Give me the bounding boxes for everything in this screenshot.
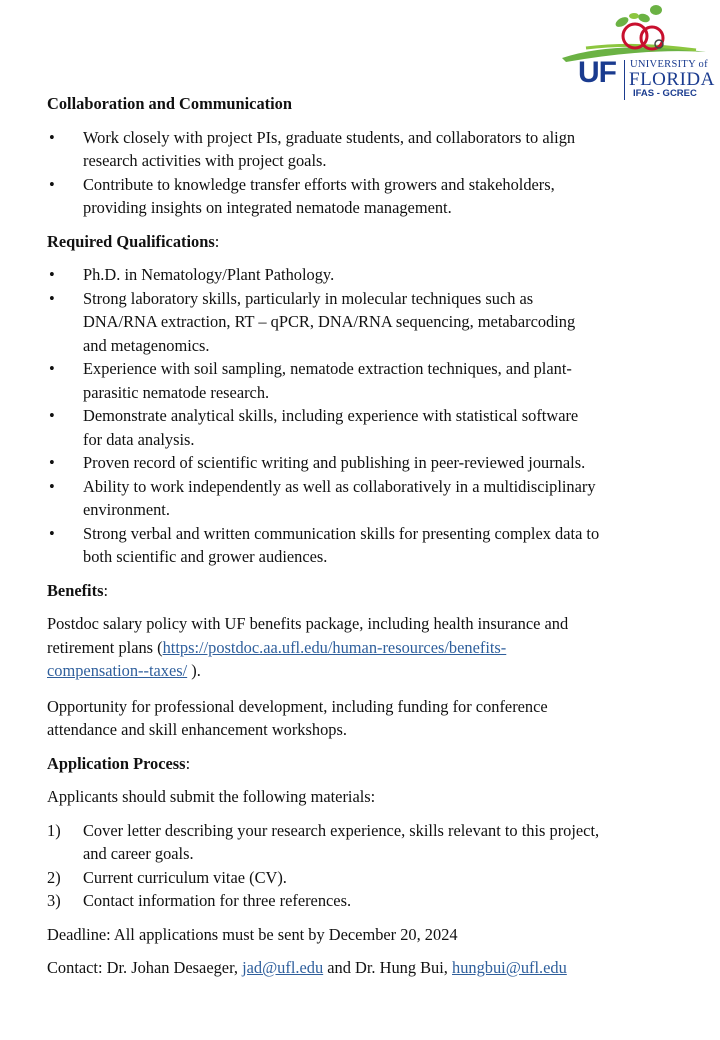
logo-florida-text: FLORIDA bbox=[629, 69, 715, 90]
benefits-paragraph-1 bbox=[47, 612, 687, 683]
bullet-icon: • bbox=[49, 288, 55, 308]
bullet-icon: • bbox=[49, 476, 55, 496]
application-heading: Application Process bbox=[47, 753, 186, 773]
list-item bbox=[47, 263, 687, 287]
bullet-icon: • bbox=[49, 453, 55, 472]
list-item-line: for data analysis. bbox=[83, 429, 195, 449]
qual-list bbox=[47, 263, 687, 569]
list-item-line: Cover letter describing your research experience, skills relevant to this project, bbox=[83, 820, 600, 840]
list-item-line: Ability to work independently as well as collaboratively in a multidisciplinary bbox=[83, 476, 596, 496]
benefits-link-part[interactable]: compensation--taxes/ bbox=[47, 661, 188, 680]
collab-list bbox=[47, 126, 687, 220]
list-item bbox=[47, 287, 687, 358]
bullet-icon: • bbox=[49, 406, 55, 425]
list-item bbox=[47, 126, 687, 173]
document-body bbox=[47, 92, 687, 980]
list-item bbox=[47, 404, 687, 451]
email-link-desaeger[interactable]: jad@ufl.edu bbox=[242, 958, 324, 977]
benefits-heading-line bbox=[47, 579, 687, 603]
list-item-line: Ph.D. in Nematology/Plant Pathology. bbox=[83, 265, 335, 284]
list-item-line: environment. bbox=[83, 500, 170, 519]
list-item bbox=[47, 357, 687, 404]
application-colon: : bbox=[185, 753, 191, 773]
list-item-line: DNA/RNA extraction, RT – qPCR, DNA/RNA sequencing, metabarcoding bbox=[83, 312, 576, 331]
list-item-line: Strong verbal and written communication skills for presenting complex data to bbox=[83, 523, 600, 543]
benefits-line: retirement plans ( bbox=[47, 637, 163, 657]
list-item bbox=[47, 173, 687, 220]
collab-heading: Collaboration and Communication bbox=[47, 94, 292, 113]
list-item-line: Contact information for three references. bbox=[83, 891, 352, 910]
list-item-line: and metagenomics. bbox=[83, 335, 210, 355]
list-item-line: research activities with project goals. bbox=[83, 151, 327, 170]
benefits-link-part[interactable]: https://postdoc.aa.ufl.edu/human-resources/benefits- bbox=[162, 637, 507, 657]
list-item-line: Strong laboratory skills, particularly in molecular techniques such as bbox=[83, 288, 534, 308]
benefits-colon: : bbox=[103, 580, 109, 600]
bullet-icon: • bbox=[49, 174, 55, 194]
list-item-line: and career goals. bbox=[83, 844, 194, 863]
list-item bbox=[47, 451, 687, 475]
list-item-line: parasitic nematode research. bbox=[83, 382, 270, 402]
list-item-line: Current curriculum vitae (CV). bbox=[83, 867, 287, 887]
logo-unit-text: IFAS - GCREC bbox=[633, 88, 697, 99]
list-number: 2) bbox=[47, 867, 61, 887]
deadline-text: Deadline: All applications must be sent by December 20, 2024 bbox=[47, 924, 458, 944]
list-item bbox=[47, 866, 687, 890]
list-item-line: Experience with soil sampling, nematode extraction techniques, and plant- bbox=[83, 359, 572, 378]
benefits-line: attendance and skill enhancement workshops. bbox=[47, 720, 347, 739]
benefits-line-end: ). bbox=[187, 661, 201, 680]
bullet-icon: • bbox=[49, 127, 55, 147]
bullet-icon: • bbox=[49, 265, 55, 284]
list-item-line: both scientific and grower audiences. bbox=[83, 547, 328, 566]
list-item bbox=[47, 475, 687, 522]
contact-text: and Dr. Hung Bui, bbox=[323, 958, 452, 977]
application-intro: Applicants should submit the following materials: bbox=[47, 787, 376, 806]
logo-uf-letters: UF bbox=[578, 56, 616, 89]
benefits-heading: Benefits bbox=[47, 580, 104, 600]
list-number: 3) bbox=[47, 891, 61, 910]
list-item-line: Contribute to knowledge transfer efforts with growers and stakeholders, bbox=[83, 174, 555, 194]
benefits-line: Postdoc salary policy with UF benefits package, including health insurance and bbox=[47, 614, 569, 633]
list-item-line: Proven record of scientific writing and publishing in peer-reviewed journals. bbox=[83, 453, 586, 472]
qual-heading-line bbox=[47, 230, 687, 254]
list-item bbox=[47, 889, 687, 913]
list-item-line: providing insights on integrated nematode management. bbox=[83, 198, 452, 217]
application-heading-line bbox=[47, 752, 687, 776]
bullet-icon: • bbox=[49, 523, 55, 543]
email-link-bui[interactable]: hungbui@ufl.edu bbox=[452, 958, 567, 977]
list-item bbox=[47, 819, 687, 866]
application-list bbox=[47, 819, 687, 913]
list-item-line: Work closely with project PIs, graduate students, and collaborators to align bbox=[83, 127, 576, 147]
logo-university-text: UNIVERSITY of bbox=[630, 59, 708, 70]
contact-text: Contact: Dr. Johan Desaeger, bbox=[47, 958, 243, 977]
benefits-paragraph-2 bbox=[47, 695, 687, 742]
bullet-icon: • bbox=[49, 359, 55, 378]
list-item-line: Demonstrate analytical skills, including experience with statistical software bbox=[83, 406, 579, 425]
list-number: 1) bbox=[47, 820, 61, 840]
contact-line bbox=[47, 956, 687, 980]
qual-heading: Required Qualifications bbox=[47, 231, 215, 251]
list-item bbox=[47, 522, 687, 569]
benefits-line: Opportunity for professional development, including funding for conference bbox=[47, 696, 548, 716]
qual-colon: : bbox=[214, 231, 220, 251]
